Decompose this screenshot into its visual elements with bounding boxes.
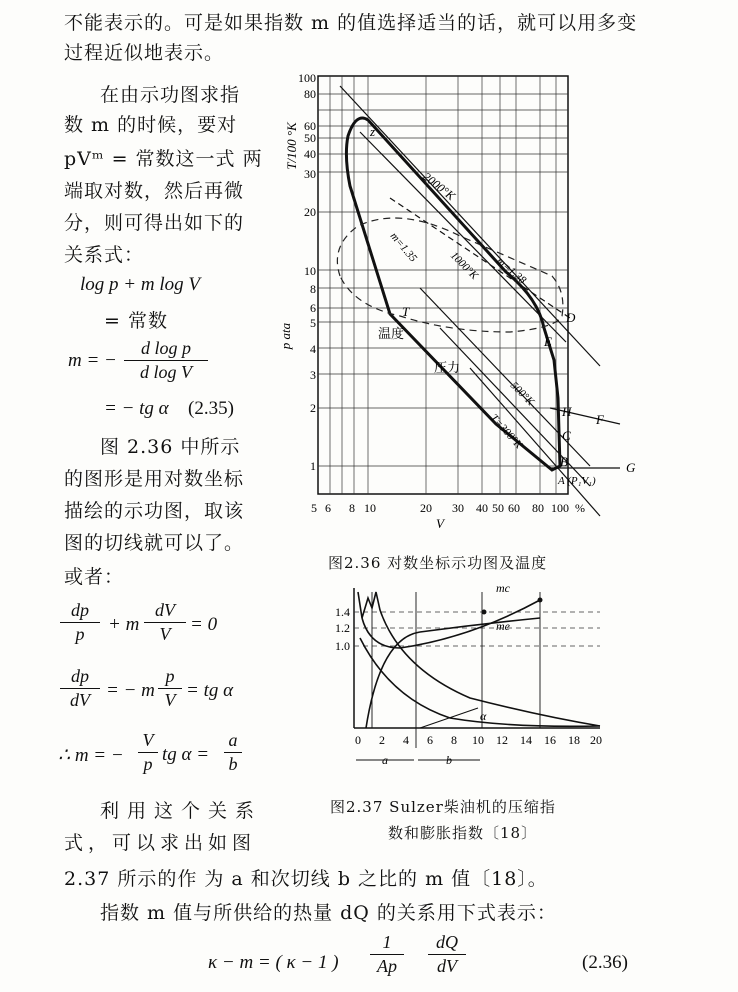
paragraph-line: 图 2.36 中所示 bbox=[100, 436, 241, 458]
fraction-numerator: 1 bbox=[382, 932, 392, 952]
paragraph-line: 关系式： bbox=[64, 244, 145, 266]
y-tick: 2 bbox=[310, 401, 316, 415]
formula-operator: + m bbox=[108, 614, 140, 635]
me-curve bbox=[362, 600, 540, 648]
label-2000K: 2000°K bbox=[420, 169, 458, 204]
fraction-denominator: d log V bbox=[140, 362, 192, 382]
label-mc: mc bbox=[496, 581, 510, 595]
curve-labels bbox=[382, 581, 511, 767]
label-300K: T=300°K bbox=[487, 411, 525, 452]
y-tick: 1.0 bbox=[335, 639, 350, 653]
isotherm-lines bbox=[340, 86, 620, 516]
fraction-bar bbox=[224, 752, 242, 753]
x-tick: 6 bbox=[427, 733, 433, 747]
fraction-bar bbox=[138, 752, 158, 753]
paragraph-line: 描绘的示功图，取该 bbox=[64, 500, 245, 522]
equation-number-235: (2.35) bbox=[188, 398, 234, 419]
paragraph-line: 或者： bbox=[64, 566, 125, 588]
tangent-line bbox=[420, 708, 478, 728]
fraction bbox=[158, 666, 182, 711]
label-m138: m=1.38 bbox=[494, 255, 529, 287]
label-T: T bbox=[402, 304, 410, 319]
x-tick-labels bbox=[311, 501, 585, 515]
formula-operator: tg α = bbox=[162, 744, 210, 765]
label-D: D bbox=[566, 310, 576, 325]
fraction-denominator: p bbox=[143, 754, 153, 774]
data-point bbox=[482, 610, 487, 615]
fraction-denominator: Ap bbox=[377, 956, 397, 976]
paragraph-line: 端取对数，然后再微 bbox=[64, 180, 245, 202]
figure-2-37-caption-2: 数和膨胀指数〔18〕 bbox=[388, 824, 538, 842]
text-line-237: 2.37 所示的作 为 a 和次切线 b 之比的 m 值〔18〕。 bbox=[64, 868, 548, 890]
x-tick: 10 bbox=[472, 733, 484, 747]
x-tick: 6 bbox=[325, 501, 331, 515]
grid bbox=[318, 76, 568, 494]
paragraph-line: 的图形是用对数坐标 bbox=[64, 468, 245, 490]
y-tick: 20 bbox=[304, 205, 316, 219]
equation-lhs: κ − m = ( κ − 1 ) bbox=[208, 952, 339, 973]
x-tick: 16 bbox=[544, 733, 556, 747]
equation-tg: = − tg α bbox=[104, 398, 169, 419]
label-alpha: α bbox=[480, 709, 487, 723]
figure-2-37 bbox=[310, 578, 610, 778]
formula-lhs: ∴ m = − bbox=[58, 745, 124, 766]
fraction-denominator: V bbox=[164, 690, 176, 710]
y-tick: 8 bbox=[310, 282, 316, 296]
text-line-2: 过程近似地表示。 bbox=[64, 42, 225, 64]
x-tick: 20 bbox=[590, 733, 602, 747]
x-tick: 8 bbox=[451, 733, 457, 747]
label-me: me bbox=[496, 619, 510, 633]
y-tick: 1.4 bbox=[335, 605, 350, 619]
fraction-bar bbox=[60, 688, 100, 689]
label-m135: m=1.35 bbox=[387, 230, 420, 265]
equation-const: = 常数 bbox=[104, 310, 168, 332]
x-tick: 50 bbox=[492, 501, 504, 515]
y-tick: 40 bbox=[304, 147, 316, 161]
fraction-bar bbox=[428, 954, 466, 955]
x-tick: 8 bbox=[349, 501, 355, 515]
text-line-1: 不能表示的。可是如果指数 m 的值选择适当的话，就可以用多变 bbox=[64, 12, 638, 34]
y-tick: 80 bbox=[304, 87, 316, 101]
y-tick: 1.2 bbox=[335, 621, 350, 635]
paragraph-line: 数 m 的时候，要对 bbox=[64, 114, 238, 136]
y-tick: 30 bbox=[304, 167, 316, 181]
x-tick: 12 bbox=[496, 733, 508, 747]
label-A: A (P₁V₁) bbox=[558, 475, 596, 487]
label-a: a bbox=[382, 753, 388, 767]
x-tick: 20 bbox=[420, 501, 432, 515]
y-tick: 6 bbox=[310, 301, 316, 315]
fraction-numerator: a bbox=[228, 730, 238, 750]
y-axis-label-p: p ata bbox=[278, 322, 293, 350]
x-tick: 14 bbox=[520, 733, 532, 747]
formula-rhs: = tg α bbox=[186, 680, 234, 701]
fraction bbox=[60, 666, 100, 711]
formula-rhs: = 0 bbox=[190, 614, 218, 635]
x-tick: 30 bbox=[452, 501, 464, 515]
x-tick: % bbox=[575, 501, 585, 515]
x-tick: 10 bbox=[364, 501, 376, 515]
x-tick: 100 bbox=[551, 501, 569, 515]
fraction-numerator: V bbox=[142, 730, 154, 750]
label-E: E bbox=[544, 334, 552, 349]
y-tick: 60 bbox=[304, 119, 316, 133]
y-tick: 50 bbox=[304, 131, 316, 145]
pressure-curve bbox=[346, 118, 560, 470]
temperature-curve bbox=[337, 218, 563, 332]
figure-2-36 bbox=[270, 66, 640, 546]
fraction-numerator: dQ bbox=[436, 932, 458, 952]
y-tick-labels bbox=[335, 605, 350, 653]
fraction-numerator: dp bbox=[71, 600, 89, 620]
paragraph-line: 利用这个关系 bbox=[100, 800, 263, 822]
fraction-bar bbox=[370, 954, 404, 955]
label-C: C bbox=[562, 428, 571, 443]
fraction-denominator: p bbox=[75, 624, 85, 644]
x-tick: 0 bbox=[355, 733, 361, 747]
x-tick: 4 bbox=[403, 733, 409, 747]
fraction-denominator: b bbox=[228, 754, 238, 774]
label-pressure: 压力 bbox=[434, 360, 461, 375]
y-axis-label-T: T/100 °K bbox=[284, 122, 299, 170]
fraction-numerator: p bbox=[165, 666, 175, 686]
data-point bbox=[538, 598, 543, 603]
paragraph-line: 图的切线就可以了。 bbox=[64, 532, 245, 554]
fraction-numerator: d log p bbox=[140, 338, 191, 358]
fraction-bar bbox=[158, 688, 182, 689]
fraction bbox=[224, 730, 242, 775]
paragraph-line: 分，则可得出如下的 bbox=[64, 212, 245, 234]
x-tick: 60 bbox=[508, 501, 520, 515]
y-tick: 4 bbox=[310, 342, 316, 356]
y-tick-labels bbox=[298, 71, 316, 473]
label-temperature: 温度 bbox=[378, 326, 405, 341]
paragraph-line: 式，可以求出如图 bbox=[64, 832, 257, 854]
fraction bbox=[370, 932, 404, 977]
x-tick: 18 bbox=[568, 733, 580, 747]
paragraph-line: 在由示功图求指 bbox=[100, 84, 241, 106]
fraction-bar bbox=[124, 360, 208, 361]
fraction-dlogp-dlogv bbox=[124, 338, 208, 383]
y-tick: 100 bbox=[298, 71, 316, 85]
label-H: H bbox=[562, 404, 572, 419]
curve-labels bbox=[369, 124, 636, 487]
x-tick: 80 bbox=[532, 501, 544, 515]
label-G: G bbox=[626, 460, 636, 475]
y-tick: 10 bbox=[304, 264, 316, 278]
plot-frame bbox=[318, 76, 568, 494]
paragraph-line: pVᵐ = 常数这一式 两 bbox=[64, 148, 263, 170]
fraction bbox=[144, 600, 186, 645]
fraction-denominator: dV bbox=[70, 690, 90, 710]
label-B: B bbox=[560, 454, 568, 469]
label-500K: 500°K bbox=[507, 379, 537, 409]
fraction-numerator: dV bbox=[155, 600, 175, 620]
label-z: z bbox=[370, 124, 376, 139]
figure-2-36-caption: 图2.36 对数坐标示功图及温度 bbox=[328, 554, 548, 572]
fraction bbox=[428, 932, 466, 977]
fraction bbox=[138, 730, 158, 775]
x-tick: 40 bbox=[476, 501, 488, 515]
y-tick: 1 bbox=[310, 459, 316, 473]
formula-operator: = − m bbox=[106, 680, 155, 701]
x-tick: 2 bbox=[379, 733, 385, 747]
text-line-last: 指数 m 值与所供给的热量 dQ 的关系用下式表示： bbox=[100, 902, 557, 924]
figure-2-37-caption-1: 图2.37 Sulzer柴油机的压缩指 bbox=[330, 798, 556, 816]
fraction-denominator: dV bbox=[437, 956, 457, 976]
x-axis-label: V bbox=[436, 516, 444, 531]
x-tick-labels bbox=[355, 733, 602, 747]
fraction-bar bbox=[144, 622, 186, 623]
equation-m-lhs: m = − bbox=[68, 350, 117, 371]
fraction-denominator: V bbox=[159, 624, 171, 644]
label-F: F bbox=[596, 412, 604, 427]
y-tick: 3 bbox=[310, 368, 316, 382]
x-tick: 5 bbox=[311, 501, 317, 515]
fraction-bar bbox=[60, 622, 100, 623]
fraction bbox=[60, 600, 100, 645]
label-1000K: 1000°K bbox=[447, 249, 481, 282]
label-b: b bbox=[446, 753, 452, 767]
fraction-numerator: dp bbox=[71, 666, 89, 686]
y-tick: 5 bbox=[310, 316, 316, 330]
equation-number-236: (2.36) bbox=[582, 952, 628, 973]
equation-log: log p + m log V bbox=[80, 274, 200, 295]
